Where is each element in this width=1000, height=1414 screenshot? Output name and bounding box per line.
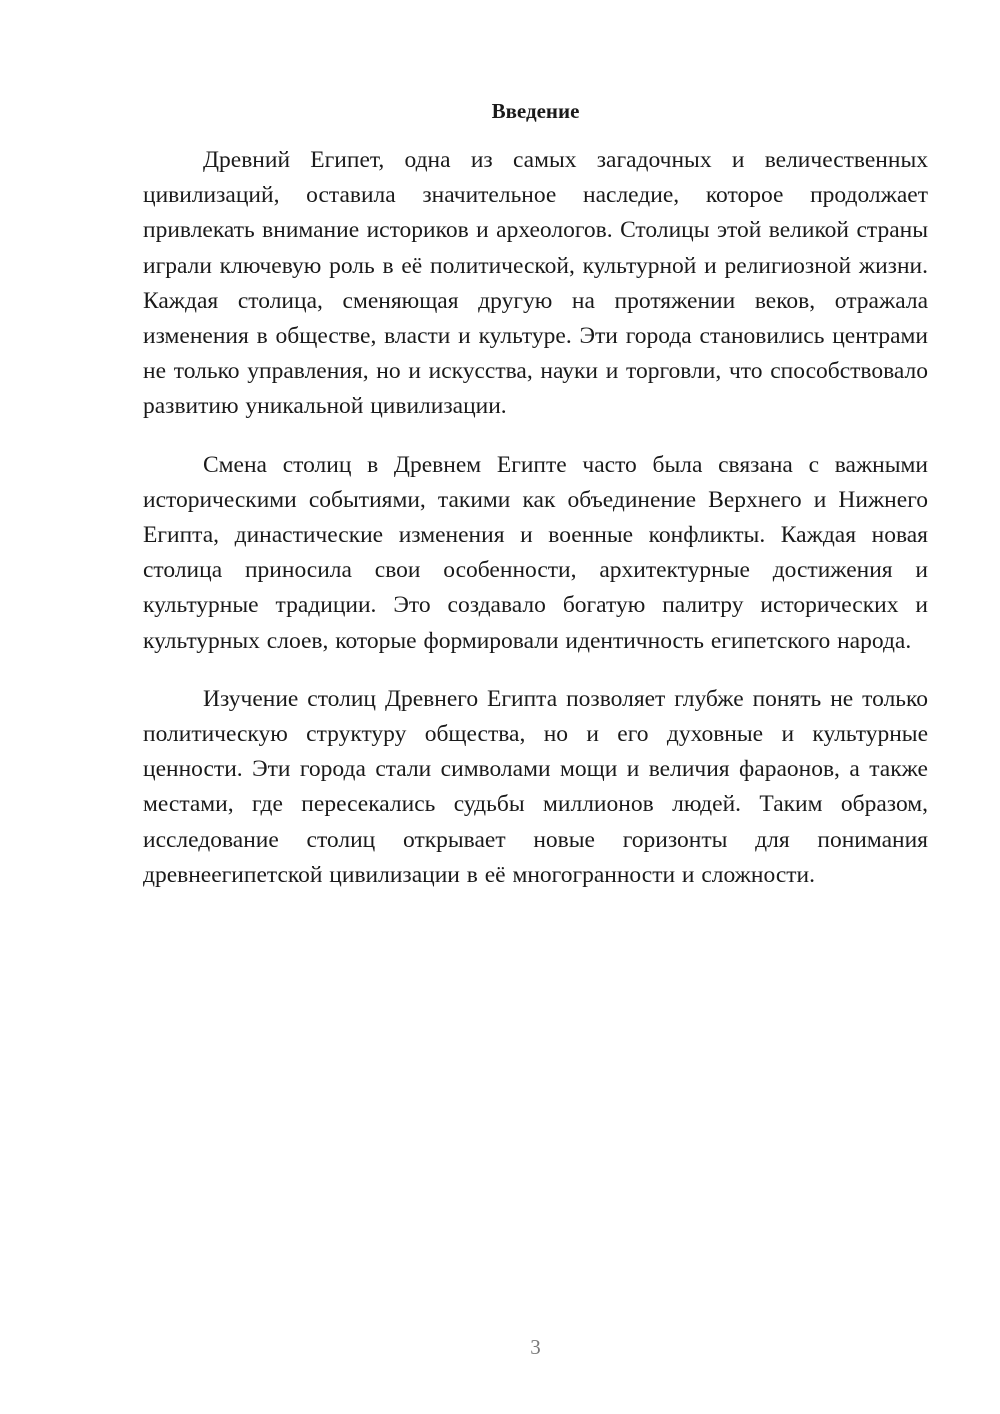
paragraph-3: Изучение столиц Древнего Египта позволяет глубже понять не только политическую структуру общества, но и его духовные и культурные ценности. Эти города стали символами мощи и величия фараонов, а также местами, где пересекались судьбы миллионов людей. Таким образом, исследование столиц открывает новые горизонты для понимания древнеегипетской цивилизации в её многогранности и сложности. [143,685,928,888]
section-heading: Введение [491,99,580,123]
page-number: 3 [530,1335,541,1359]
paragraph-2: Смена столиц в Древнем Египте часто была связана с важными историческими событиями, такими как объединение Верхнего и Нижнего Египта, династические изменения и военные конфликты. Каждая новая столица приносила свои особенности, архитектурные достижения и культурные традиции. Это создавало богатую палитру исторических и культурных слоев, которые формировали идентичность египетского народа. [143,451,928,654]
body-text [143,143,928,916]
paragraph-1: Древний Египет, одна из самых загадочных и величественных цивилизаций, оставила значительное наследие, которое продолжает привлекать внимание историков и археологов. Столицы этой великой страны играли ключевую роль в её политической, культурной и религиозной жизни. Каждая столица, сменяющая другую на протяжении веков, отражала изменения в обществе, власти и культуре. Эти города становились центрами не только управления, но и искусства, науки и торговли, что способствовало развитию уникальной цивилизации. [143,147,928,420]
